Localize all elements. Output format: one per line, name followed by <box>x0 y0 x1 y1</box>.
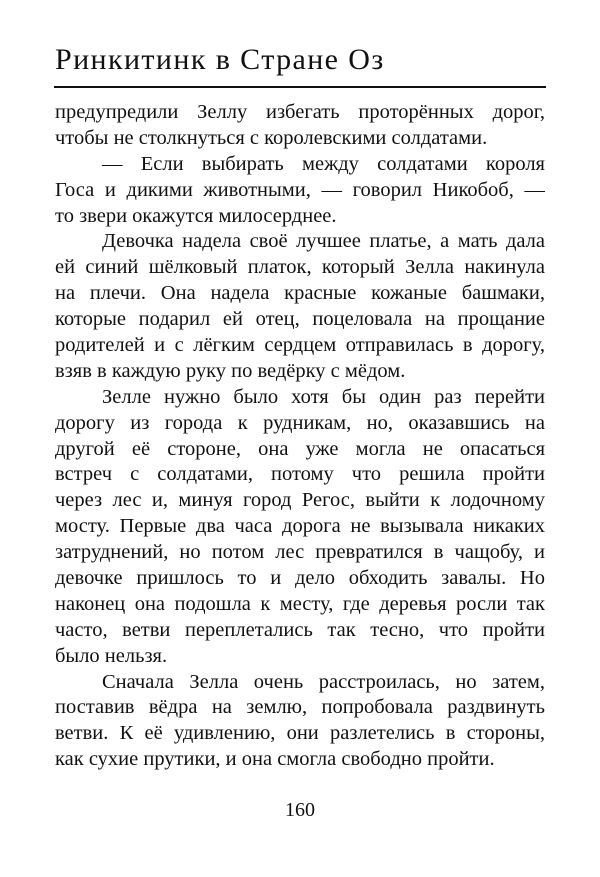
text-line: Зелле нужно было хотя бы один раз перейти <box>102 385 545 408</box>
text-line: родителей и с лёгким сердцем отправилась в дорогу, <box>55 334 545 357</box>
text-line: встреч с солдатами, потому что решила пройти <box>55 463 545 486</box>
text-line: ветви. К её удивлению, они разлетелись в стороны, <box>55 722 545 745</box>
page-number: 160 <box>285 799 315 821</box>
text-line: чтобы не столкнуться с королевскими солдатами. <box>55 126 488 149</box>
text-line: — Если выбирать между солдатами короля <box>102 152 545 175</box>
page-body-text <box>55 100 545 773</box>
header-divider <box>54 86 546 88</box>
text-line: наконец она подошла к месту, где деревья росли так <box>55 592 545 615</box>
text-line: девочке пришлось то и дело обходить завалы. Но <box>55 567 545 590</box>
text-line: ей синий шёлковый платок, который Зелла накинула <box>55 256 545 279</box>
text-line: которые подарил ей отец, поцеловала на прощание <box>55 308 545 331</box>
text-line: на плечи. Она надела красные кожаные башмаки, <box>55 282 545 305</box>
text-line: предупредили Зеллу избегать проторённых дорог, <box>55 101 545 123</box>
text-line: дорогу из города к рудникам, но, оказавшись на <box>55 411 545 434</box>
text-line: Госа и дикими животными, — говорил Никобоб, — <box>55 178 545 201</box>
text-line: взяв в каждую руку по ведёрку с мёдом. <box>55 359 406 382</box>
text-line: как сухие прутики, и она смогла свободно пройти. <box>55 748 495 771</box>
text-line: мосту. Первые два часа дорога не вызывала никаких <box>55 515 545 538</box>
text-line: Сначала Зелла очень расстроилась, но затем, <box>102 670 545 693</box>
text-line: то звери окажутся милосерднее. <box>55 204 337 227</box>
text-line: поставив вёдра на землю, попробовала раздвинуть <box>55 696 545 719</box>
text-line: затруднений, но потом лес превратился в чащобу, и <box>55 541 545 564</box>
text-line: Девочка надела своё лучшее платье, а мать дала <box>102 230 545 253</box>
running-header-title: Ринкитинк в Стране Оз <box>55 43 385 76</box>
text-line: было нельзя. <box>55 644 168 667</box>
text-line: через лес и, минуя город Регос, выйти к лодочному <box>55 489 545 512</box>
text-line: часто, ветви переплетались так тесно, что пройти <box>55 618 545 641</box>
text-line: другой её стороне, она уже могла не опасаться <box>55 437 545 460</box>
